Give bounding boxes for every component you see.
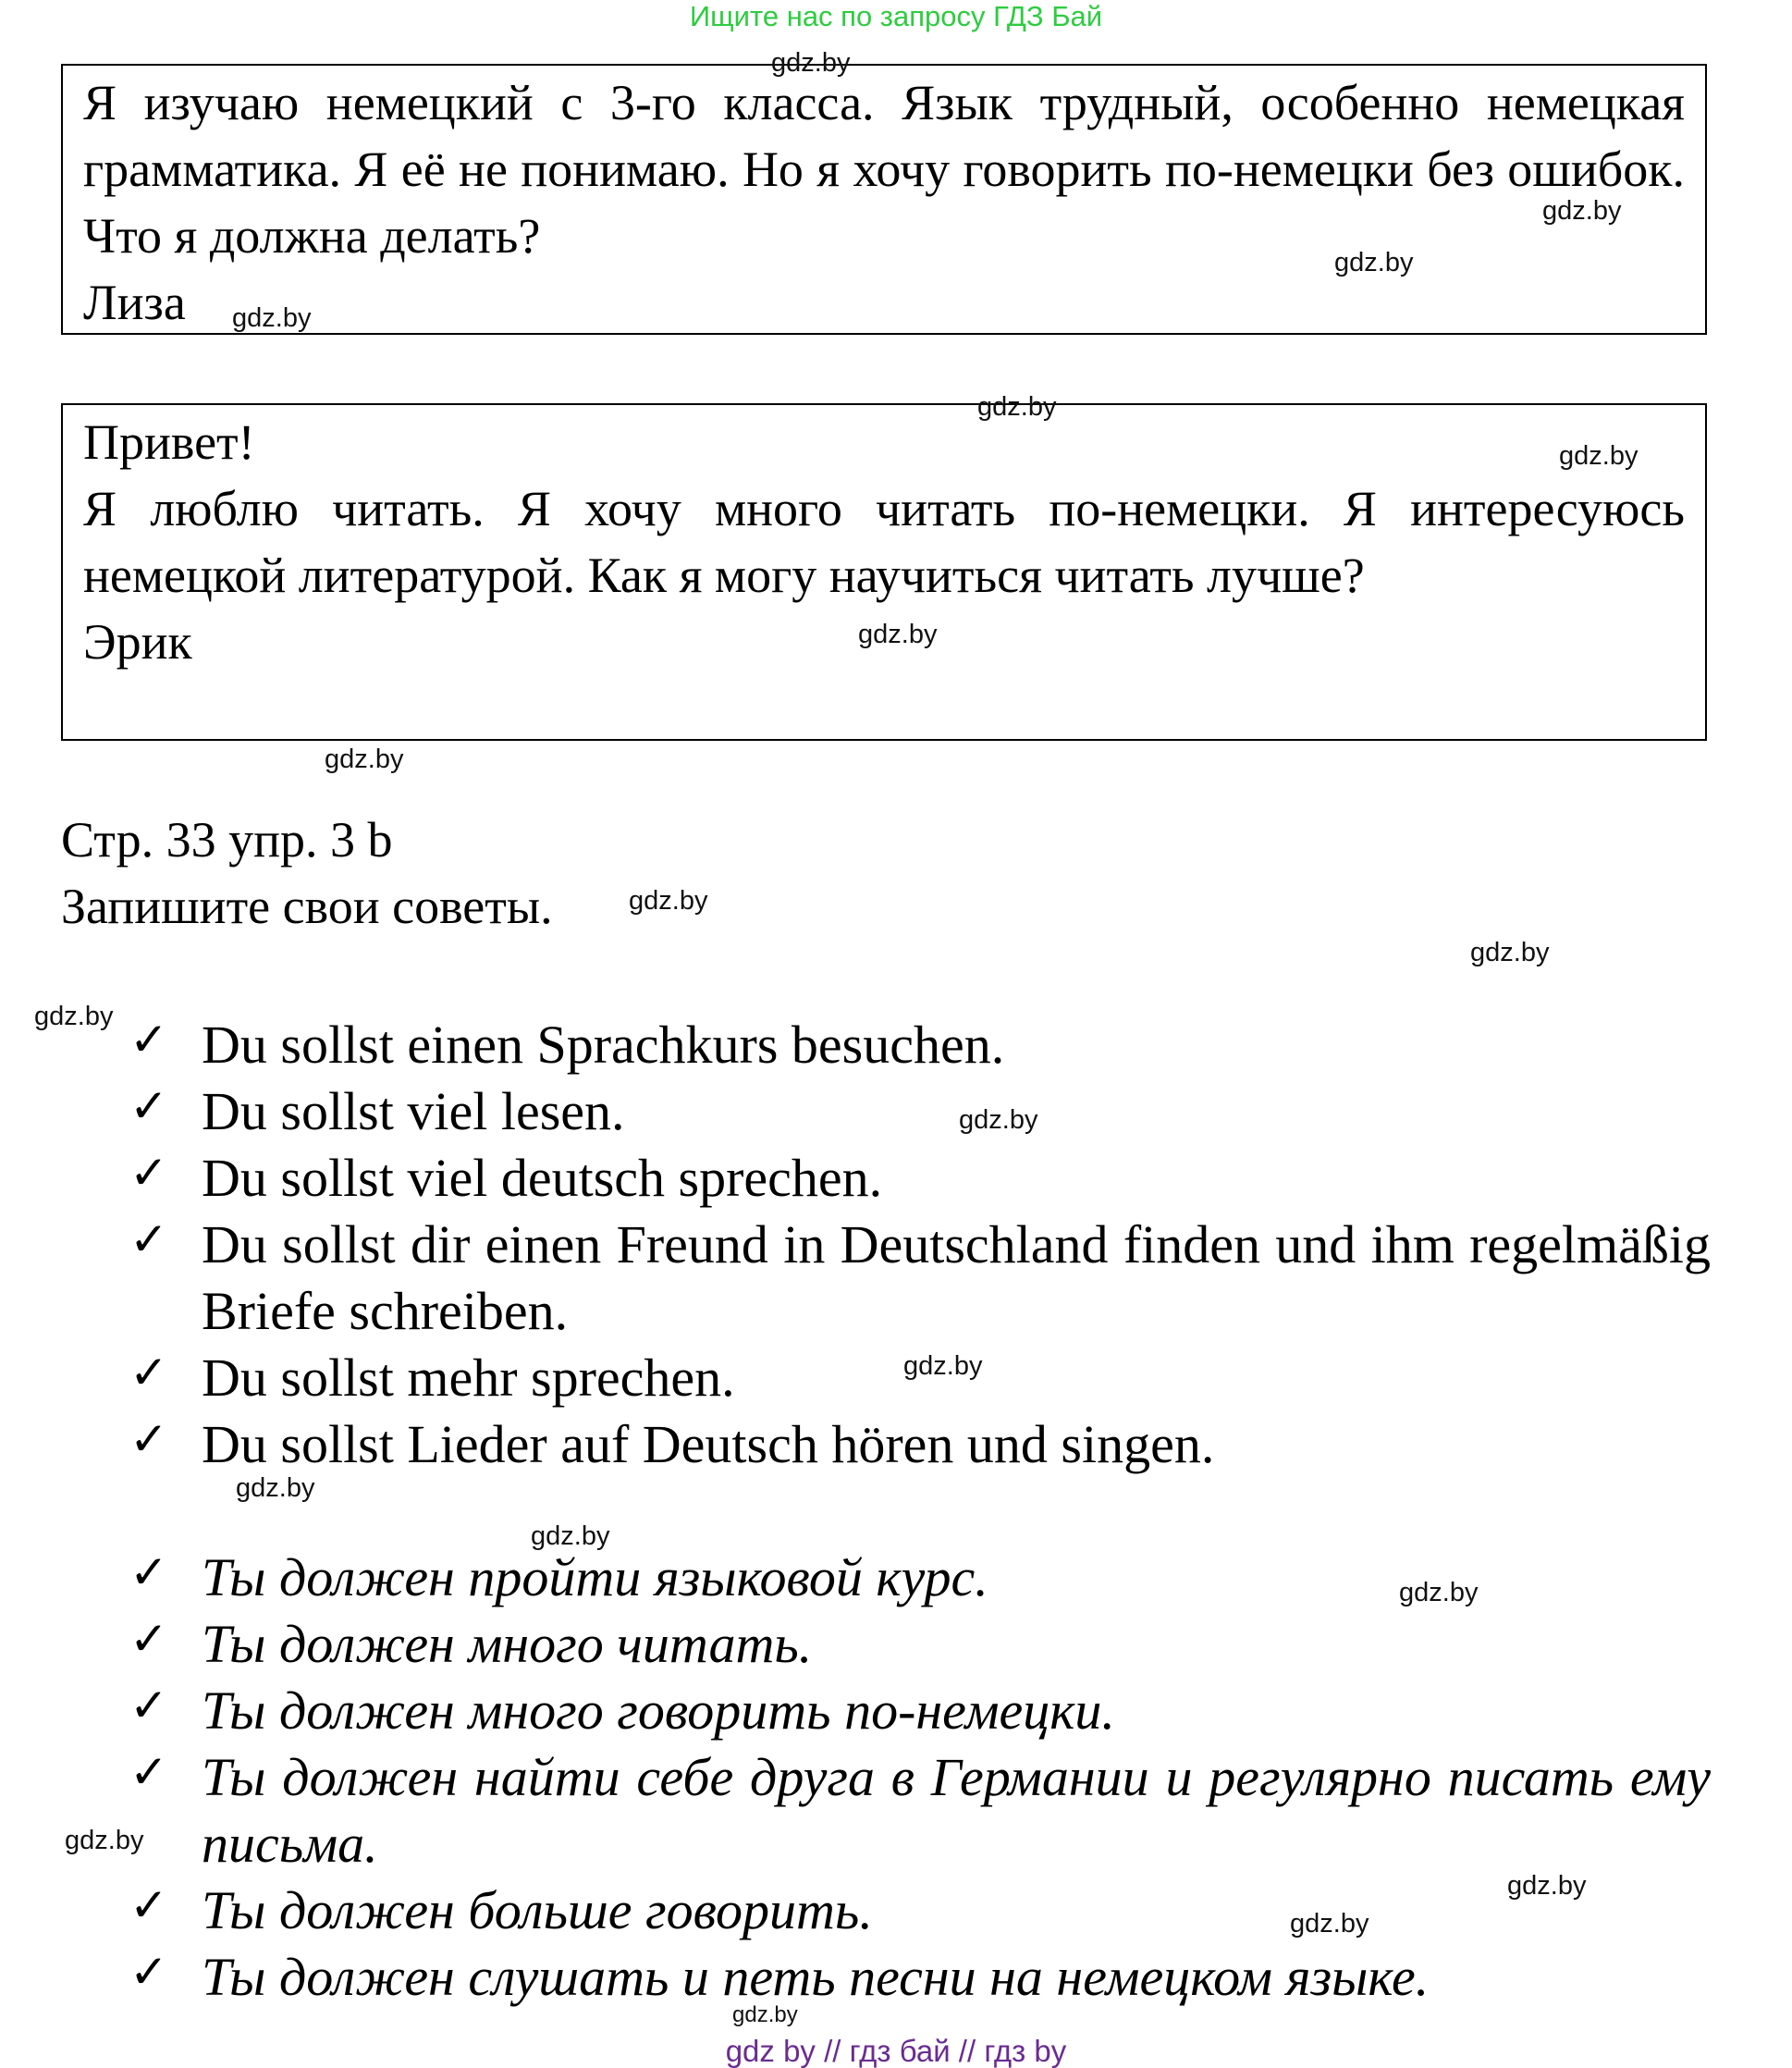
advice-text: Du sollst mehr sprechen. [202,1348,735,1408]
list-item [129,1012,1711,1078]
checkmark-icon: ✓ [129,1545,168,1599]
advice-text: Du sollst dir einen Freund in Deutschland finden und ihm regelmäßig Briefe schreiben. [202,1214,1711,1341]
watermark: gdz.by [858,620,938,649]
advice-text: Ты должен найти себе друга в Германии и регулярно писать ему письма. [202,1747,1711,1874]
checkmark-icon: ✓ [129,1945,168,1999]
checkmark-icon: ✓ [129,1679,168,1732]
advice-list-german [129,1012,1711,1478]
watermark: gdz.by [1559,441,1639,471]
checkmark-icon: ✓ [129,1412,168,1466]
list-item [129,1078,1711,1145]
checkmark-icon: ✓ [129,1079,168,1133]
advice-text: Du sollst Lieder auf Deutsch hören und singen. [202,1414,1215,1474]
advice-text: Ты должен много читать. [202,1614,813,1674]
watermark: gdz.by [903,1351,983,1381]
checkmark-icon: ✓ [129,1346,168,1399]
checkmark-icon: ✓ [129,1146,168,1200]
watermark: gdz.by [1542,196,1622,226]
checkmark-icon: ✓ [129,1745,168,1799]
watermark: gdz.by [531,1521,610,1551]
list-item [129,1877,1711,1944]
advice-text: Ты должен слушать и петь песни на немецком языке. [202,1947,1430,2007]
list-item [129,1145,1711,1212]
checkmark-icon: ✓ [129,1013,168,1066]
watermark: gdz.by [771,48,851,78]
exercise-task: Запишите свои советы. [61,879,553,934]
watermark: gdz.by [732,2002,798,2027]
list-item [129,1678,1711,1744]
advice-text: Du sollst viel lesen. [202,1081,625,1141]
watermark: gdz.by [325,745,404,774]
letter-greeting: Привет! [83,414,255,470]
letter-box-liza [61,64,1707,335]
checkmark-icon: ✓ [129,1878,168,1932]
letter-box-erik [61,403,1707,741]
watermark: gdz.by [236,1473,315,1503]
advice-text: Ты должен много говорить по-немецки. [202,1680,1115,1741]
list-item [129,1744,1711,1877]
advice-list-russian [129,1545,1711,2011]
watermark: gdz.by [1290,1909,1369,1939]
list-item [129,1944,1711,2011]
list-item [129,1212,1711,1345]
advice-text: Du sollst einen Sprachkurs besuchen. [202,1015,1005,1075]
watermark: gdz.by [65,1826,144,1855]
watermark: gdz.by [1470,938,1550,967]
watermark: gdz.by [629,886,708,916]
advice-text: Ты должен пройти языковой курс. [202,1547,988,1607]
search-hint-banner[interactable]: Ищите нас по запросу ГДЗ Бай [689,0,1103,32]
checkmark-icon: ✓ [129,1212,168,1266]
footer-links[interactable]: gdz by // гдз бай // гдз by [725,2034,1067,2068]
exercise-reference: Стр. 33 упр. 3 b [61,812,393,868]
letter-signature: Лиза [83,275,186,330]
watermark: gdz.by [977,392,1057,422]
advice-text: Du sollst viel deutsch sprechen. [202,1148,883,1208]
watermark: gdz.by [232,303,312,333]
letter-body: Я люблю читать. Я хочу много читать по-немецки. Я интересуюсь немецкой литературой. Как я могу научиться читать лучше? [83,481,1685,603]
advice-text: Ты должен больше говорить. [202,1880,873,1940]
watermark: gdz.by [1334,248,1414,277]
list-item [129,1611,1711,1678]
watermark: gdz.by [1507,1871,1587,1901]
letter-signature: Эрик [83,614,192,670]
checkmark-icon: ✓ [129,1612,168,1666]
watermark: gdz.by [959,1105,1038,1135]
list-item [129,1411,1711,1478]
watermark: gdz.by [34,1002,114,1031]
watermark: gdz.by [1399,1578,1479,1607]
letter-body: Я изучаю немецкий с 3-го класса. Язык трудный, особенно немецкая грамматика. Я её не понимаю. Но я хочу говорить по-немецки без ошибок. Что я должна делать? [83,75,1685,264]
